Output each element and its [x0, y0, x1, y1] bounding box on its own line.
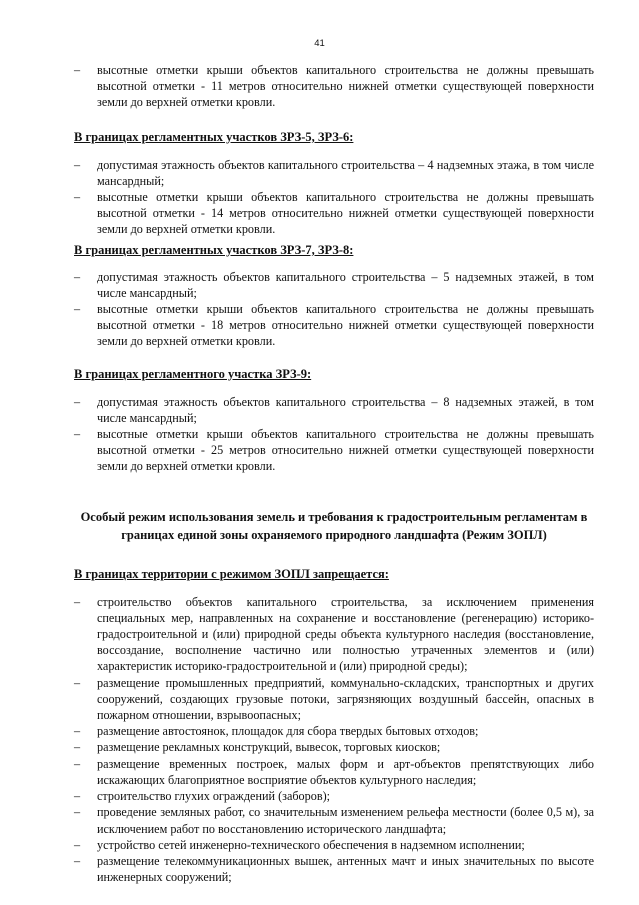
special-regime-title: Особый режим использования земель и требования к градостроительным регламентам в границах единой зоны охраняемого природного ландшафта (Режим ЗОПЛ) — [80, 509, 588, 542]
section-heading-zrz-7-8: В границах регламентных участков ЗРЗ-7, ЗРЗ-8: — [74, 242, 354, 257]
intro-list — [74, 62, 594, 111]
list-item: – допустимая этажность объектов капитального строительства – 8 надземных этажей, в том числе мансардный; — [74, 394, 594, 426]
list-item: – строительство глухих ограждений (заборов); — [74, 788, 594, 804]
section-heading-zrz-5-6: В границах регламентных участков ЗРЗ-5, ЗРЗ-6: — [74, 129, 354, 144]
list-item: – высотные отметки крыши объектов капитального строительства не должны превышать высотной отметки - 11 метров относительно нижней отметки существующей поверхности земли до верхней отметки кровли. — [74, 62, 594, 111]
page-number: 41 — [314, 38, 325, 49]
list-item: – проведение земляных работ, со значительным изменением рельефа местности (более 0,5 м), за исключением работ по восстановлению исторического ландшафта; — [74, 804, 594, 836]
list-item: – размещение автостоянок, площадок для сбора твердых бытовых отходов; — [74, 723, 594, 739]
list-item: – допустимая этажность объектов капитального строительства – 4 надземных этажа, в том числе мансардный; — [74, 157, 594, 189]
list-item: – допустимая этажность объектов капитального строительства – 5 надземных этажей, в том числе мансардный; — [74, 269, 594, 301]
list-item: – строительство объектов капитального строительства, за исключением применения специальных мер, направленных на сохранение и восстановление (регенерацию) историко-градостроительной и (или) природной среды объекта культурного наследия (восстановление, воссоздание, восполнение частично или полностью утраченных элементов и (или) характеристик историко-градостроительной и (или) природной среды); — [74, 594, 594, 675]
section-list-zrz-7-8 — [74, 269, 594, 350]
list-item: – устройство сетей инженерно-технического обеспечения в надземном исполнении; — [74, 837, 594, 853]
list-item: – размещение промышленных предприятий, коммунально-складских, транспортных и других сооружений, создающих грузовые потоки, загрязняющих воздушный бассейн, опасных в пожарном отношении, взрывоопасных; — [74, 675, 594, 724]
list-item: – высотные отметки крыши объектов капитального строительства не должны превышать высотной отметки - 25 метров относительно нижней отметки существующей поверхности земли до верхней отметки кровли. — [74, 426, 594, 475]
section-list-zrz-9 — [74, 394, 594, 475]
list-item: – высотные отметки крыши объектов капитального строительства не должны превышать высотной отметки - 14 метров относительно нижней отметки существующей поверхности земли до верхней отметки кровли. — [74, 189, 594, 238]
list-item: – размещение временных построек, малых форм и арт-объектов препятствующих либо искажающих благоприятное восприятие объектов культурного наследия; — [74, 756, 594, 788]
section-heading-zrz-9: В границах регламентного участка ЗРЗ-9: — [74, 366, 312, 381]
list-item: – размещение рекламных конструкций, вывесок, торговых киосков; — [74, 739, 594, 755]
prohibited-heading: В границах территории с режимом ЗОПЛ запрещается: — [74, 566, 389, 581]
list-item: – высотные отметки крыши объектов капитального строительства не должны превышать высотной отметки - 18 метров относительно нижней отметки существующей поверхности земли до верхней отметки кровли. — [74, 301, 594, 350]
document-body — [74, 62, 594, 885]
section-list-zrz-5-6 — [74, 157, 594, 238]
prohibited-list — [74, 594, 594, 886]
list-item: – размещение телекоммуникационных вышек, антенных мачт и иных значительных по высоте инженерных сооружений; — [74, 853, 594, 885]
